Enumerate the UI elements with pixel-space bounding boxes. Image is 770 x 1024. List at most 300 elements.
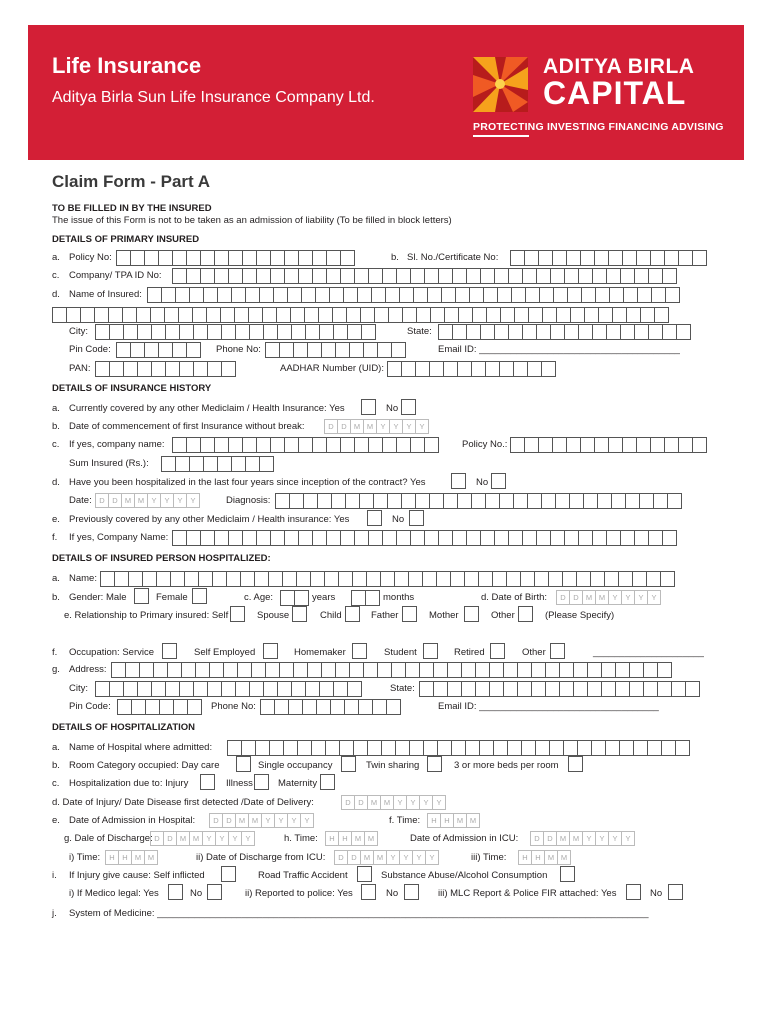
char-box[interactable] <box>678 250 693 266</box>
char-box[interactable] <box>581 287 596 303</box>
certificate-no-boxes[interactable] <box>510 250 706 266</box>
char-box[interactable] <box>452 530 467 546</box>
char-box[interactable] <box>405 662 420 678</box>
char-box[interactable] <box>363 662 378 678</box>
company-name2-boxes[interactable] <box>172 530 676 546</box>
placeholder-box[interactable]: M <box>350 419 364 434</box>
char-box[interactable] <box>606 324 621 340</box>
char-box[interactable] <box>283 740 298 756</box>
char-box[interactable] <box>611 493 626 509</box>
char-box[interactable] <box>541 361 556 377</box>
char-box[interactable] <box>667 493 682 509</box>
char-box[interactable] <box>335 342 350 358</box>
char-box[interactable] <box>563 740 578 756</box>
char-box[interactable] <box>179 361 194 377</box>
placeholder-box[interactable]: H <box>427 813 441 828</box>
char-box[interactable] <box>136 307 151 323</box>
char-box[interactable] <box>625 493 640 509</box>
char-box[interactable] <box>608 250 623 266</box>
phone-boxes[interactable] <box>265 342 405 358</box>
char-box[interactable] <box>494 268 509 284</box>
char-box[interactable] <box>279 342 294 358</box>
char-box[interactable] <box>391 342 406 358</box>
char-box[interactable] <box>388 307 403 323</box>
char-box[interactable] <box>584 307 599 323</box>
char-box[interactable] <box>186 437 201 453</box>
char-box[interactable] <box>290 307 305 323</box>
char-box[interactable] <box>580 250 595 266</box>
char-box[interactable] <box>345 493 360 509</box>
char-box[interactable] <box>647 740 662 756</box>
patient-name-boxes[interactable] <box>100 571 674 587</box>
char-box[interactable] <box>629 662 644 678</box>
char-box[interactable] <box>95 681 110 697</box>
char-box[interactable] <box>608 437 623 453</box>
char-box[interactable] <box>553 287 568 303</box>
char-box[interactable] <box>594 437 609 453</box>
char-box[interactable] <box>156 571 171 587</box>
char-box[interactable] <box>293 662 308 678</box>
char-box[interactable] <box>221 681 236 697</box>
placeholder-box[interactable]: H <box>325 831 339 846</box>
char-box[interactable] <box>657 662 672 678</box>
char-box[interactable] <box>265 342 280 358</box>
char-box[interactable] <box>167 662 182 678</box>
char-box[interactable] <box>486 307 501 323</box>
char-box[interactable] <box>387 361 402 377</box>
placeholder-box[interactable]: Y <box>386 850 400 865</box>
char-box[interactable] <box>333 324 348 340</box>
char-box[interactable] <box>587 662 602 678</box>
char-box[interactable] <box>524 437 539 453</box>
char-box[interactable] <box>363 342 378 358</box>
char-box[interactable] <box>419 681 434 697</box>
char-box[interactable] <box>259 287 274 303</box>
char-box[interactable] <box>415 493 430 509</box>
char-box[interactable] <box>242 250 257 266</box>
prev-yes-checkbox[interactable] <box>367 510 382 526</box>
char-box[interactable] <box>130 250 145 266</box>
medico-no-checkbox[interactable] <box>207 884 222 900</box>
char-box[interactable] <box>386 699 401 715</box>
char-box[interactable] <box>220 307 235 323</box>
char-box[interactable] <box>648 324 663 340</box>
injury-substance-checkbox[interactable] <box>560 866 575 882</box>
char-box[interactable] <box>212 571 227 587</box>
placeholder-box[interactable]: M <box>380 795 394 810</box>
name-of-insured-boxes-2[interactable] <box>52 307 668 323</box>
char-box[interactable] <box>664 437 679 453</box>
char-box[interactable] <box>265 662 280 678</box>
char-box[interactable] <box>203 456 218 472</box>
age-years-boxes[interactable] <box>280 590 308 606</box>
char-box[interactable] <box>618 571 633 587</box>
char-box[interactable] <box>508 324 523 340</box>
char-box[interactable] <box>480 530 495 546</box>
char-box[interactable] <box>648 530 663 546</box>
char-box[interactable] <box>340 268 355 284</box>
char-box[interactable] <box>312 268 327 284</box>
char-box[interactable] <box>161 456 176 472</box>
char-box[interactable] <box>508 530 523 546</box>
char-box[interactable] <box>200 530 215 546</box>
char-box[interactable] <box>317 493 332 509</box>
char-box[interactable] <box>304 307 319 323</box>
char-box[interactable] <box>636 250 651 266</box>
char-box[interactable] <box>443 361 458 377</box>
char-box[interactable] <box>187 699 202 715</box>
placeholder-box[interactable]: Y <box>202 831 216 846</box>
company-tpa-boxes[interactable] <box>172 268 676 284</box>
placeholder-box[interactable]: M <box>189 831 203 846</box>
covered-no-checkbox[interactable] <box>401 399 416 415</box>
char-box[interactable] <box>437 740 452 756</box>
char-box[interactable] <box>235 324 250 340</box>
char-box[interactable] <box>319 681 334 697</box>
char-box[interactable] <box>172 342 187 358</box>
char-box[interactable] <box>536 324 551 340</box>
char-box[interactable] <box>396 437 411 453</box>
char-box[interactable] <box>231 287 246 303</box>
char-box[interactable] <box>447 681 462 697</box>
injury-road-checkbox[interactable] <box>357 866 372 882</box>
char-box[interactable] <box>344 699 359 715</box>
char-box[interactable] <box>178 307 193 323</box>
char-box[interactable] <box>441 287 456 303</box>
char-box[interactable] <box>256 268 271 284</box>
medico-yes-checkbox[interactable] <box>168 884 183 900</box>
char-box[interactable] <box>302 699 317 715</box>
placeholder-box[interactable]: H <box>440 813 454 828</box>
discharge-time-boxes[interactable] <box>325 831 377 846</box>
char-box[interactable] <box>601 681 616 697</box>
address-boxes[interactable] <box>111 662 671 678</box>
char-box[interactable] <box>555 493 570 509</box>
placeholder-box[interactable]: Y <box>608 831 622 846</box>
char-box[interactable] <box>255 740 270 756</box>
char-box[interactable] <box>301 287 316 303</box>
char-box[interactable] <box>95 361 110 377</box>
char-box[interactable] <box>139 662 154 678</box>
occ-homemaker-checkbox[interactable] <box>352 643 367 659</box>
char-box[interactable] <box>494 530 509 546</box>
char-box[interactable] <box>165 361 180 377</box>
char-box[interactable] <box>130 342 145 358</box>
char-box[interactable] <box>189 287 204 303</box>
char-box[interactable] <box>497 287 512 303</box>
char-box[interactable] <box>270 437 285 453</box>
placeholder-box[interactable]: Y <box>147 493 161 508</box>
char-box[interactable] <box>192 307 207 323</box>
char-box[interactable] <box>480 324 495 340</box>
char-box[interactable] <box>654 307 669 323</box>
pan-boxes[interactable] <box>95 361 235 377</box>
mlc-yes-checkbox[interactable] <box>626 884 641 900</box>
char-box[interactable] <box>471 493 486 509</box>
due-illness-checkbox[interactable] <box>254 774 269 790</box>
char-box[interactable] <box>123 361 138 377</box>
char-box[interactable] <box>632 571 647 587</box>
char-box[interactable] <box>692 250 707 266</box>
placeholder-box[interactable]: M <box>134 493 148 508</box>
char-box[interactable] <box>352 571 367 587</box>
char-box[interactable] <box>552 437 567 453</box>
placeholder-box[interactable]: Y <box>415 419 429 434</box>
char-box[interactable] <box>413 287 428 303</box>
char-box[interactable] <box>450 571 465 587</box>
char-box[interactable] <box>116 342 131 358</box>
char-box[interactable] <box>287 287 302 303</box>
char-box[interactable] <box>289 493 304 509</box>
admission-time-boxes[interactable] <box>427 813 479 828</box>
char-box[interactable] <box>550 530 565 546</box>
placeholder-box[interactable]: Y <box>432 795 446 810</box>
char-box[interactable] <box>330 699 345 715</box>
char-box[interactable] <box>310 571 325 587</box>
char-box[interactable] <box>158 342 173 358</box>
commence-date-boxes[interactable] <box>324 419 428 434</box>
char-box[interactable] <box>511 287 526 303</box>
char-box[interactable] <box>469 287 484 303</box>
char-box[interactable] <box>524 250 539 266</box>
placeholder-box[interactable]: D <box>222 813 236 828</box>
char-box[interactable] <box>556 307 571 323</box>
char-box[interactable] <box>260 699 275 715</box>
char-box[interactable] <box>80 307 95 323</box>
char-box[interactable] <box>391 662 406 678</box>
char-box[interactable] <box>195 662 210 678</box>
char-box[interactable] <box>569 493 584 509</box>
char-box[interactable] <box>499 361 514 377</box>
char-box[interactable] <box>578 268 593 284</box>
char-box[interactable] <box>503 681 518 697</box>
pin-code2-boxes[interactable] <box>117 699 201 715</box>
city-boxes[interactable] <box>95 324 375 340</box>
char-box[interactable] <box>207 324 222 340</box>
char-box[interactable] <box>665 287 680 303</box>
char-box[interactable] <box>396 530 411 546</box>
char-box[interactable] <box>217 456 232 472</box>
char-box[interactable] <box>503 662 518 678</box>
char-box[interactable] <box>466 324 481 340</box>
placeholder-box[interactable]: M <box>544 850 558 865</box>
char-box[interactable] <box>620 530 635 546</box>
char-box[interactable] <box>158 250 173 266</box>
char-box[interactable] <box>335 662 350 678</box>
char-box[interactable] <box>525 287 540 303</box>
char-box[interactable] <box>288 699 303 715</box>
phone2-boxes[interactable] <box>260 699 400 715</box>
char-box[interactable] <box>372 699 387 715</box>
char-box[interactable] <box>305 324 320 340</box>
char-box[interactable] <box>522 268 537 284</box>
char-box[interactable] <box>622 437 637 453</box>
char-box[interactable] <box>566 250 581 266</box>
city2-boxes[interactable] <box>95 681 361 697</box>
char-box[interactable] <box>214 437 229 453</box>
char-box[interactable] <box>542 307 557 323</box>
char-box[interactable] <box>609 287 624 303</box>
char-box[interactable] <box>228 530 243 546</box>
char-box[interactable] <box>200 250 215 266</box>
char-box[interactable] <box>326 250 341 266</box>
placeholder-box[interactable]: Y <box>621 831 635 846</box>
char-box[interactable] <box>573 681 588 697</box>
char-box[interactable] <box>354 437 369 453</box>
char-box[interactable] <box>637 287 652 303</box>
char-box[interactable] <box>221 361 236 377</box>
char-box[interactable] <box>209 662 224 678</box>
placeholder-box[interactable]: D <box>163 831 177 846</box>
email2-field[interactable]: Email ID: __________________________________ <box>438 701 659 712</box>
char-box[interactable] <box>475 681 490 697</box>
char-box[interactable] <box>429 493 444 509</box>
char-box[interactable] <box>626 307 641 323</box>
char-box[interactable] <box>324 571 339 587</box>
char-box[interactable] <box>318 307 333 323</box>
char-box[interactable] <box>424 437 439 453</box>
char-box[interactable] <box>664 250 679 266</box>
char-box[interactable] <box>296 571 311 587</box>
char-box[interactable] <box>312 437 327 453</box>
char-box[interactable] <box>319 324 334 340</box>
char-box[interactable] <box>443 493 458 509</box>
placeholder-box[interactable]: M <box>176 831 190 846</box>
char-box[interactable] <box>144 342 159 358</box>
char-box[interactable] <box>249 324 264 340</box>
char-box[interactable] <box>269 740 284 756</box>
char-box[interactable] <box>597 493 612 509</box>
char-box[interactable] <box>125 662 140 678</box>
char-box[interactable] <box>489 662 504 678</box>
char-box[interactable] <box>263 681 278 697</box>
char-box[interactable] <box>325 740 340 756</box>
char-box[interactable] <box>424 268 439 284</box>
char-box[interactable] <box>650 250 665 266</box>
placeholder-box[interactable]: M <box>363 419 377 434</box>
char-box[interactable] <box>374 307 389 323</box>
char-box[interactable] <box>268 571 283 587</box>
discharge-date-boxes[interactable] <box>150 831 254 846</box>
char-box[interactable] <box>534 571 549 587</box>
char-box[interactable] <box>643 681 658 697</box>
char-box[interactable] <box>595 287 610 303</box>
char-box[interactable] <box>179 324 194 340</box>
char-box[interactable] <box>510 437 525 453</box>
room-three-checkbox[interactable] <box>568 756 583 772</box>
char-box[interactable] <box>151 324 166 340</box>
char-box[interactable] <box>576 571 591 587</box>
char-box[interactable] <box>620 268 635 284</box>
char-box[interactable] <box>531 681 546 697</box>
char-box[interactable] <box>508 268 523 284</box>
mlc-no-checkbox[interactable] <box>668 884 683 900</box>
char-box[interactable] <box>605 740 620 756</box>
police-yes-checkbox[interactable] <box>361 884 376 900</box>
char-box[interactable] <box>294 590 309 606</box>
char-box[interactable] <box>648 268 663 284</box>
char-box[interactable] <box>242 437 257 453</box>
char-box[interactable] <box>531 662 546 678</box>
char-box[interactable] <box>493 740 508 756</box>
char-box[interactable] <box>128 571 143 587</box>
char-box[interactable] <box>226 571 241 587</box>
char-box[interactable] <box>315 287 330 303</box>
char-box[interactable] <box>137 681 152 697</box>
char-box[interactable] <box>598 307 613 323</box>
char-box[interactable] <box>66 307 81 323</box>
occ-other-checkbox[interactable] <box>550 643 565 659</box>
char-box[interactable] <box>357 287 372 303</box>
char-box[interactable] <box>242 268 257 284</box>
char-box[interactable] <box>461 681 476 697</box>
char-box[interactable] <box>234 307 249 323</box>
char-box[interactable] <box>332 307 347 323</box>
char-box[interactable] <box>297 740 312 756</box>
state2-boxes[interactable] <box>419 681 699 697</box>
char-box[interactable] <box>186 250 201 266</box>
char-box[interactable] <box>170 571 185 587</box>
placeholder-box[interactable]: M <box>364 831 378 846</box>
char-box[interactable] <box>570 307 585 323</box>
char-box[interactable] <box>685 681 700 697</box>
char-box[interactable] <box>144 250 159 266</box>
char-box[interactable] <box>343 287 358 303</box>
char-box[interactable] <box>359 493 374 509</box>
char-box[interactable] <box>312 530 327 546</box>
char-box[interactable] <box>175 456 190 472</box>
placeholder-box[interactable]: Y <box>160 493 174 508</box>
char-box[interactable] <box>94 307 109 323</box>
placeholder-box[interactable]: Y <box>274 813 288 828</box>
pin-code-boxes[interactable] <box>116 342 200 358</box>
char-box[interactable] <box>422 571 437 587</box>
char-box[interactable] <box>612 307 627 323</box>
char-box[interactable] <box>256 530 271 546</box>
char-box[interactable] <box>360 307 375 323</box>
char-box[interactable] <box>52 307 67 323</box>
char-box[interactable] <box>438 324 453 340</box>
char-box[interactable] <box>346 307 361 323</box>
char-box[interactable] <box>298 250 313 266</box>
char-box[interactable] <box>231 456 246 472</box>
relation-father-checkbox[interactable] <box>402 606 417 622</box>
char-box[interactable] <box>298 268 313 284</box>
char-box[interactable] <box>639 493 654 509</box>
relation-mother-checkbox[interactable] <box>464 606 479 622</box>
char-box[interactable] <box>145 699 160 715</box>
placeholder-box[interactable]: D <box>334 850 348 865</box>
char-box[interactable] <box>385 287 400 303</box>
char-box[interactable] <box>331 493 346 509</box>
char-box[interactable] <box>538 250 553 266</box>
char-box[interactable] <box>256 250 271 266</box>
relation-child-checkbox[interactable] <box>345 606 360 622</box>
char-box[interactable] <box>622 250 637 266</box>
char-box[interactable] <box>377 662 392 678</box>
char-box[interactable] <box>200 437 215 453</box>
char-box[interactable] <box>108 307 123 323</box>
char-box[interactable] <box>256 437 271 453</box>
placeholder-box[interactable]: H <box>531 850 545 865</box>
placeholder-box[interactable]: D <box>95 493 109 508</box>
char-box[interactable] <box>662 324 677 340</box>
char-box[interactable] <box>567 287 582 303</box>
char-box[interactable] <box>109 361 124 377</box>
char-box[interactable] <box>452 268 467 284</box>
placeholder-box[interactable]: D <box>341 795 355 810</box>
placeholder-box[interactable]: M <box>556 831 570 846</box>
